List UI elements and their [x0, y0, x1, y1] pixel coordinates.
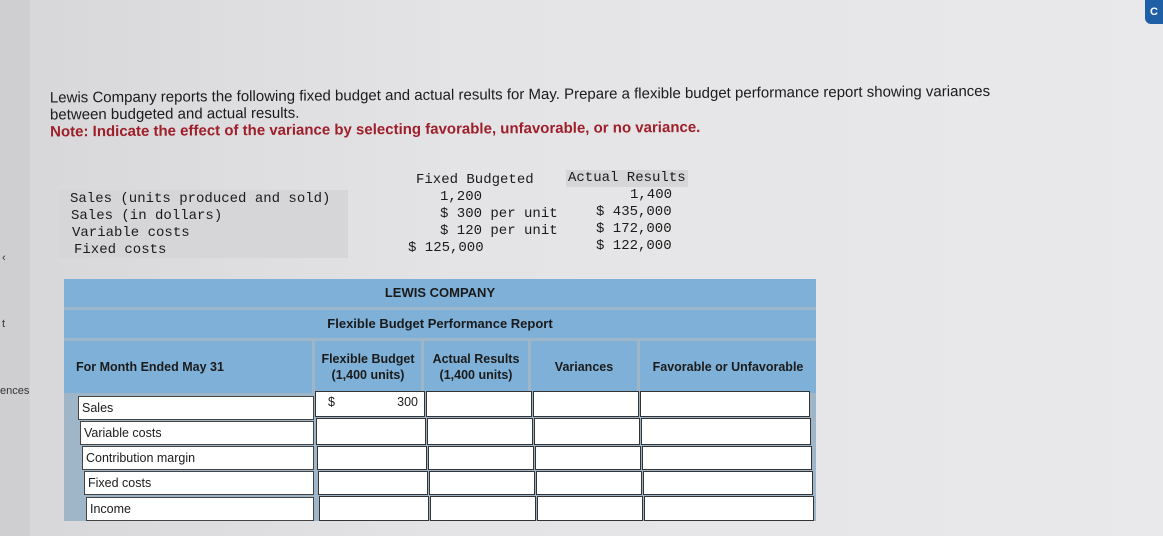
problem-text: Lewis Company reports the following fixed budget and actual results for May. Prepare a flexible budget performance report showing variances between budgeted and actual results. [49, 82, 991, 124]
corner-badge[interactable]: C [1145, 0, 1163, 24]
row-label-income: Income [86, 497, 314, 521]
sales-flexible-budget-value: 300 [397, 395, 418, 409]
income-effect-select[interactable] [644, 496, 814, 521]
row-label-fixed-costs: Fixed costs [84, 471, 314, 495]
flexible-budget-report [64, 279, 816, 521]
report-period: For Month Ended May 31 [64, 341, 312, 393]
row-label-sales: Sales [78, 396, 314, 420]
report-title: Flexible Budget Performance Report [64, 310, 816, 338]
given-row-fixed: $ 300 per unit [440, 206, 558, 222]
col-header-actual-results: Actual Results (1,400 units) [424, 341, 528, 393]
sales-flexible-budget-cell[interactable] [315, 391, 425, 417]
sales-effect-select[interactable] [640, 391, 810, 417]
report-company-name: LEWIS COMPANY [64, 279, 816, 307]
sales-variance-input[interactable] [533, 391, 639, 417]
problem-statement [50, 83, 1040, 141]
left-sidebar-edge [0, 0, 30, 536]
col-header-variances: Variances [531, 341, 637, 393]
income-actual-input[interactable] [430, 496, 536, 521]
given-row-actual: $ 435,000 [596, 204, 672, 220]
given-row-label: Sales (units produced and sold) [70, 191, 331, 207]
contribution-margin-effect-select[interactable] [642, 446, 812, 470]
variable-costs-variance-input[interactable] [534, 418, 640, 445]
row-label-variable-costs: Variable costs [80, 421, 314, 445]
given-row-actual: $ 122,000 [596, 238, 672, 254]
given-row-label: Variable costs [72, 225, 190, 241]
col-header-favorable-unfavorable: Favorable or Unfavorable [640, 341, 816, 393]
currency-symbol: $ [328, 395, 335, 409]
fixed-costs-variance-input[interactable] [536, 471, 642, 495]
fixed-costs-effect-select[interactable] [643, 471, 813, 495]
fixed-costs-flexible-input[interactable] [318, 471, 428, 495]
variable-costs-flexible-input[interactable] [316, 418, 426, 445]
contribution-margin-actual-input[interactable] [428, 446, 534, 470]
income-variance-input[interactable] [537, 496, 643, 521]
sidebar-fragment-arrow[interactable]: ‹ [2, 252, 6, 264]
col-header-flexible-budget: Flexible Budget (1,400 units) [315, 341, 421, 393]
problem-note: Note: Indicate the effect of the variance by selecting favorable, unfavorable, or no variance. [50, 118, 701, 141]
given-row-actual: $ 172,000 [596, 221, 672, 237]
given-row-label: Fixed costs [74, 242, 167, 258]
given-row-fixed: $ 120 per unit [440, 223, 558, 239]
given-row-actual: 1,400 [630, 187, 673, 203]
row-label-contribution-margin: Contribution margin [82, 446, 314, 470]
sidebar-fragment-1[interactable]: t [2, 318, 6, 330]
given-data-table [58, 170, 698, 262]
given-col-fixed: Fixed Budgeted [416, 172, 534, 188]
given-row-label: Sales (in dollars) [71, 208, 223, 224]
given-row-fixed: $ 125,000 [408, 240, 484, 256]
sidebar-fragment-references[interactable]: ences [0, 385, 30, 397]
given-row-fixed: 1,200 [440, 189, 483, 205]
variable-costs-effect-select[interactable] [641, 418, 811, 445]
contribution-margin-flexible-input[interactable] [317, 446, 427, 470]
income-flexible-input[interactable] [319, 496, 429, 521]
contribution-margin-variance-input[interactable] [535, 446, 641, 470]
variable-costs-actual-input[interactable] [427, 418, 533, 445]
sales-actual-input[interactable] [426, 391, 532, 417]
fixed-costs-actual-input[interactable] [429, 471, 535, 495]
given-col-actual: Actual Results [568, 170, 686, 186]
